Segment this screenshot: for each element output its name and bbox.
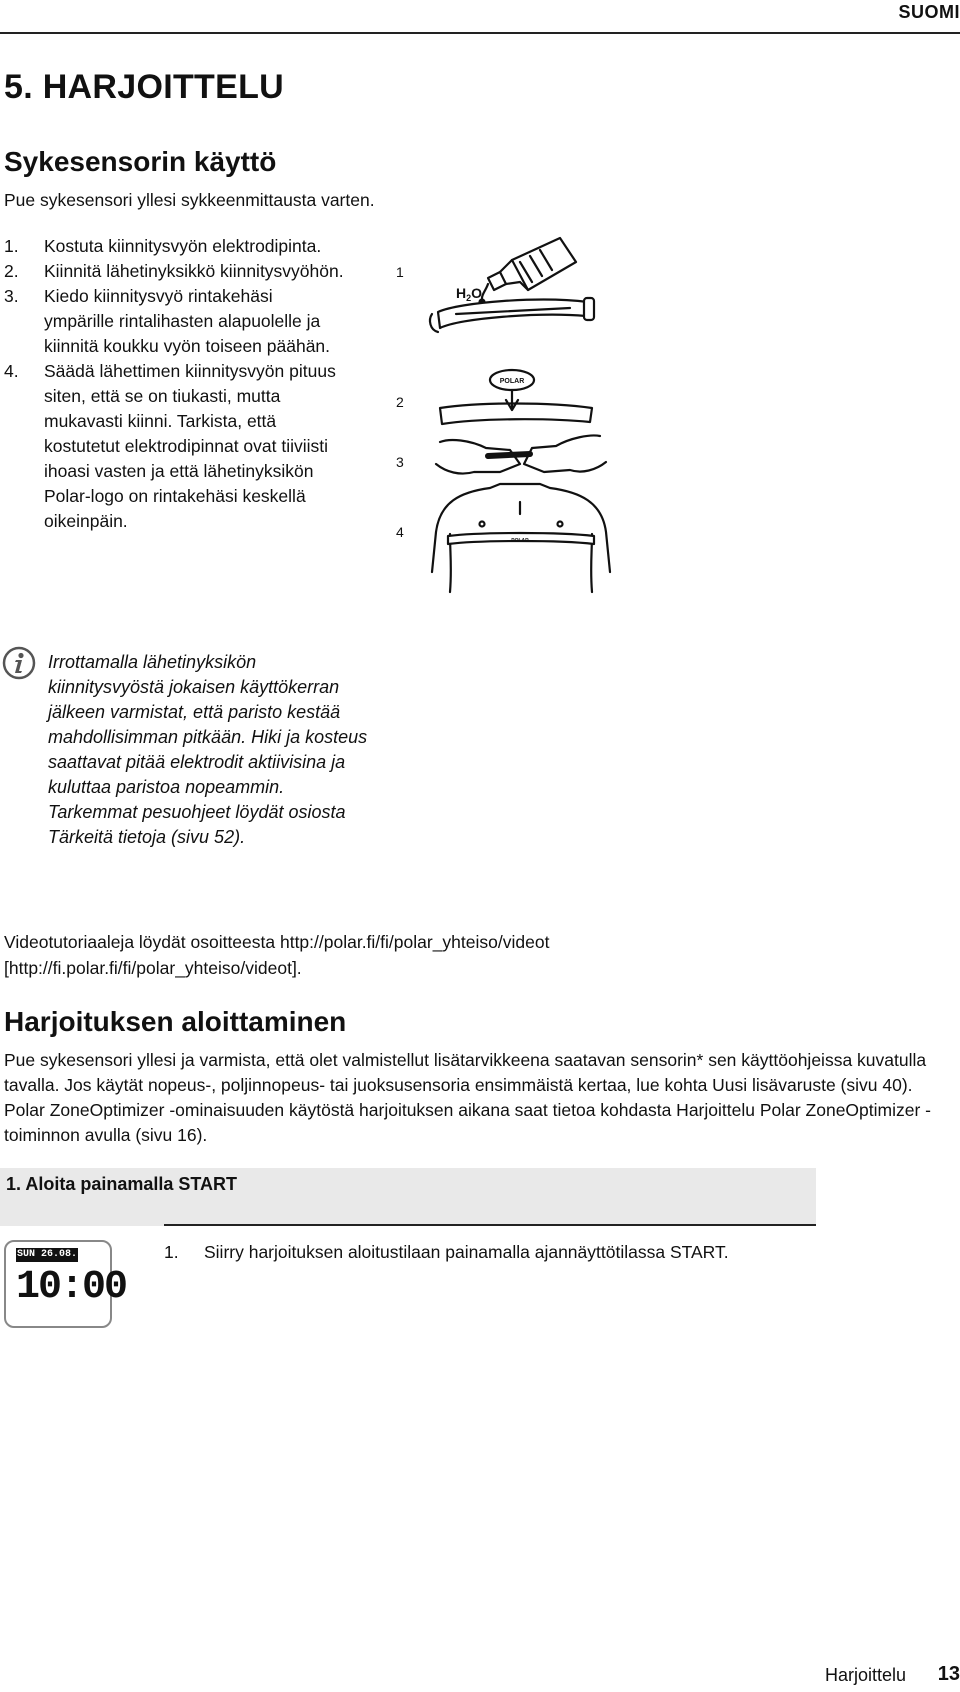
watch-time: 10:00	[16, 1265, 127, 1310]
step-text: Kiedo kiinnitysvyö rintakehäsi ympärille rintalihasten alapuolelle ja kiinnitä koukku vyön toiseen päähän.	[44, 286, 331, 356]
figure-label-4: 4	[396, 524, 404, 540]
watch-date: SUN 26.08.	[16, 1249, 77, 1260]
section-intro: Pue sykesensori yllesi sykkeenmittausta varten.	[4, 190, 375, 210]
note-link[interactable]: Tärkeitä tietoja (sivu 52).	[48, 827, 246, 847]
footer-section: Harjoittelu	[824, 1665, 906, 1685]
section-paragraph: Pue sykesensori yllesi ja varmista, että olet valmistellut lisätarvikkeena saatavan sensorin* sen käyttöohjeissa kuvatulla tavalla. Jos käytät nopeus-, poljinnopeus- tai juoksusensoria ensimmäistä kertaa, lue kohta Uusi lisävaruste (sivu 40). Polar ZoneOptimizer -ominaisuuden käytöstä harjoituksen aikana saat tietoa kohdasta Harjoittelu Polar ZoneOptimizer -toiminnon avulla (sivu 16).	[4, 1050, 931, 1145]
step-number: 3.	[4, 286, 19, 306]
figure-label-3: 3	[396, 454, 404, 470]
phase-step-text: Siirry harjoituksen aloitustilaan painamalla ajannäyttötilassa START.	[204, 1242, 729, 1262]
video-tutorial-line: Videotutoriaaleja löydät osoitteesta http://polar.fi/fi/polar_yhteiso/videot	[4, 932, 550, 952]
phase-step-number: 1.	[164, 1242, 179, 1262]
step-text: Kiinnitä lähetinyksikkö kiinnitysvyöhön.	[44, 261, 344, 281]
video-tutorial-url[interactable]: [http://fi.polar.fi/fi/polar_yhteiso/videot].	[4, 958, 302, 978]
list-item	[4, 259, 344, 284]
polar-logo-text-small: POLAR	[511, 538, 529, 544]
list-item	[4, 359, 344, 534]
section-title-heart-rate-sensor: Sykesensorin käyttö	[4, 146, 277, 177]
chapter-title: 5. HARJOITTELU	[4, 68, 285, 106]
step-text: Säädä lähettimen kiinnitysvyön pituus siten, että se on tiukasti, mutta mukavasti kiinni. Tarkista, että kostutetut elektrodipinnat ovat tiiviisti ihoasi vasten ja että lähetinyksikön Polar-logo on rintakehäsi keskellä oikeinpäin.	[44, 361, 336, 531]
step-number: 1.	[4, 236, 19, 256]
polar-logo-text: POLAR	[499, 378, 525, 385]
step-number: 4.	[4, 361, 19, 381]
figure-label-1: 1	[396, 264, 404, 280]
list-item	[4, 234, 344, 259]
list-item	[4, 284, 344, 359]
phase-label: 1. Aloita painamalla START	[6, 1174, 238, 1194]
section-title-start-training: Harjoituksen aloittaminen	[4, 1006, 347, 1037]
step-number: 2.	[4, 261, 19, 281]
header-rule	[0, 32, 960, 34]
note-body: Irrottamalla lähetinyksikön kiinnitysvyöstä jokaisen käyttökerran jälkeen varmistat, että paristo kestää mahdollisimman pitkään. Hiki ja kosteus saattavat pitää elektrodit aktiivisina ja kuluttaa paristoa nopeammin. Tarkemmat pesuohjeet löydät osiosta	[48, 652, 368, 822]
phase-rule	[164, 1224, 816, 1226]
steps-list	[4, 234, 344, 534]
info-icon	[2, 646, 36, 680]
figure-label-2: 2	[396, 394, 404, 410]
watch-display	[4, 1240, 127, 1328]
language-label: SUOMI	[898, 2, 960, 22]
note-text	[48, 650, 368, 850]
page-number: 13	[937, 1663, 960, 1685]
water-label: $H_2O$	[456, 285, 483, 303]
sensor-wearing-illustration	[420, 232, 620, 622]
step-text: Kostuta kiinnitysvyön elektrodipinta.	[44, 236, 322, 256]
